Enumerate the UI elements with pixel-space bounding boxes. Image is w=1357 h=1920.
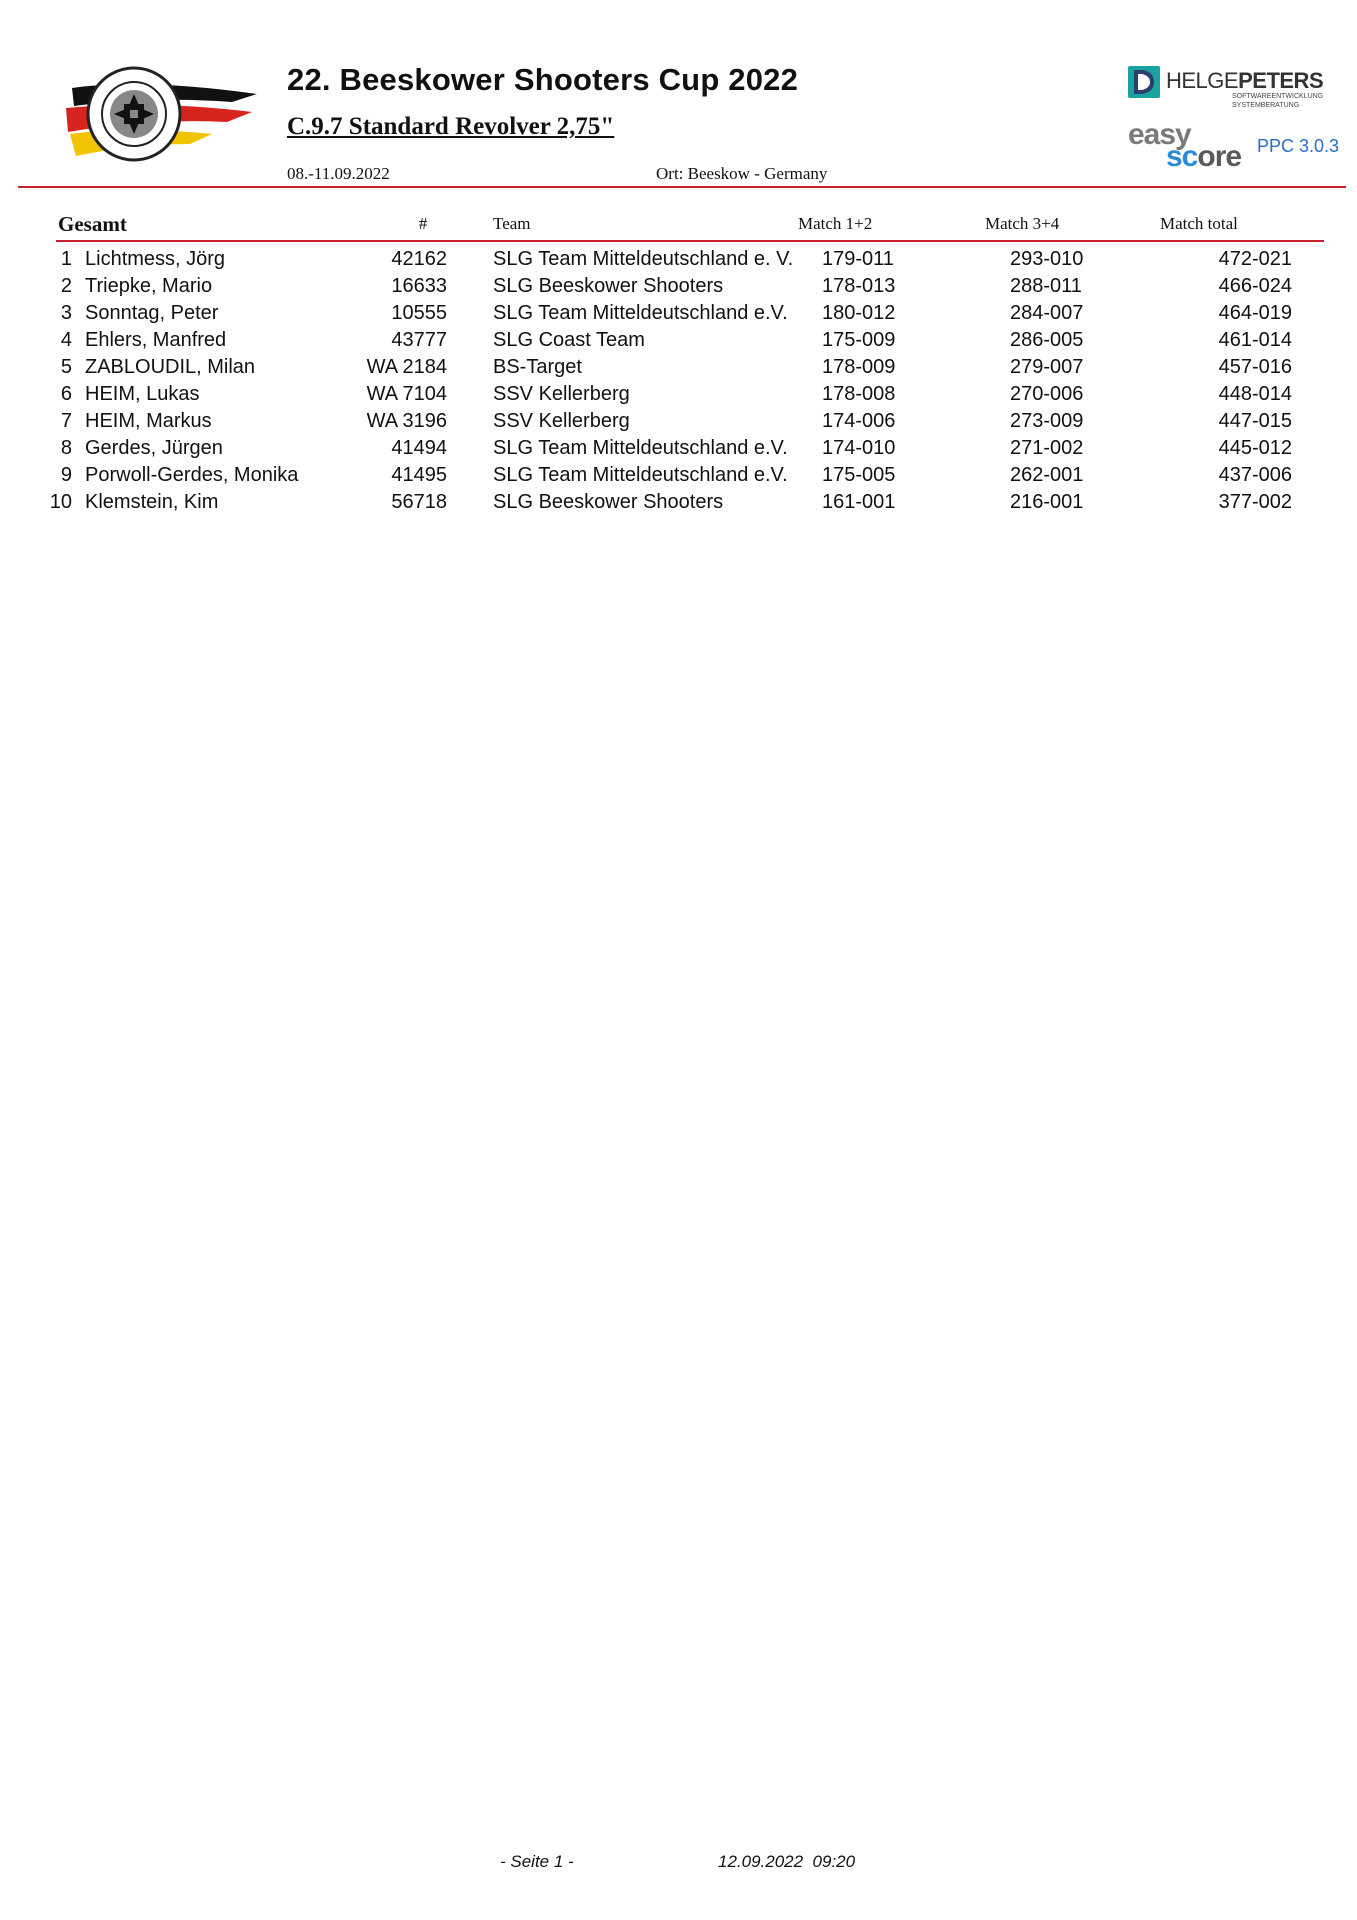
match-3-4-cell: 279-007 bbox=[1010, 356, 1084, 378]
shooter-name-cell: Triepke, Mario bbox=[85, 275, 213, 297]
match-1-2-cell: 174-010 bbox=[822, 437, 896, 459]
match-1-2-cell: 178-008 bbox=[822, 383, 896, 405]
match-3-4-cell: 270-006 bbox=[1010, 383, 1084, 405]
helge-peters-logo-icon bbox=[1128, 66, 1160, 98]
shooter-number-cell: 42162 bbox=[391, 248, 447, 270]
match-total-cell: 447-015 bbox=[1218, 410, 1292, 432]
team-cell: SLG Team Mitteldeutschland e. V. bbox=[493, 248, 794, 270]
federation-seal-logo bbox=[62, 60, 262, 170]
header-divider bbox=[18, 186, 1346, 188]
rank-cell: 8 bbox=[60, 437, 72, 459]
column-header-match-1-2: Match 1+2 bbox=[798, 214, 873, 233]
team-cell: SLG Team Mitteldeutschland e.V. bbox=[493, 437, 788, 459]
shooter-number-cell: 56718 bbox=[391, 491, 447, 513]
page-title: 22. Beeskower Shooters Cup 2022 bbox=[287, 62, 799, 97]
team-cell: SSV Kellerberg bbox=[493, 383, 630, 405]
match-1-2-cell: 179-011 bbox=[822, 248, 894, 270]
page-number: - Seite 1 - bbox=[500, 1852, 574, 1871]
match-1-2-cell: 180-012 bbox=[822, 302, 896, 324]
match-1-2-cell: 178-013 bbox=[822, 275, 896, 297]
match-total-cell: 461-014 bbox=[1218, 329, 1292, 351]
software-version: PPC 3.0.3 bbox=[1257, 136, 1340, 156]
table-row bbox=[0, 275, 1357, 302]
brand-name: HELGEPETERS bbox=[1166, 68, 1324, 93]
match-3-4-cell: 271-002 bbox=[1010, 437, 1084, 459]
match-1-2-cell: 161-001 bbox=[822, 491, 896, 513]
match-total-cell: 445-012 bbox=[1218, 437, 1292, 459]
team-cell: SLG Coast Team bbox=[493, 329, 645, 351]
match-3-4-cell: 273-009 bbox=[1010, 410, 1084, 432]
match-1-2-cell: 178-009 bbox=[822, 356, 896, 378]
rank-cell: 1 bbox=[60, 248, 72, 270]
easyscore-logo-easy: easy bbox=[1128, 118, 1191, 151]
shooter-number-cell: 16633 bbox=[391, 275, 447, 297]
match-3-4-cell: 288-011 bbox=[1010, 275, 1082, 297]
shooter-name-cell: HEIM, Markus bbox=[85, 410, 212, 432]
match-total-cell: 377-002 bbox=[1218, 491, 1292, 513]
column-header-number: # bbox=[418, 214, 428, 233]
brand-block bbox=[1128, 64, 1343, 174]
results-table-header bbox=[56, 214, 1324, 242]
team-cell: SLG Team Mitteldeutschland e.V. bbox=[493, 302, 788, 324]
match-3-4-cell: 284-007 bbox=[1010, 302, 1084, 324]
team-cell: BS-Target bbox=[493, 356, 582, 378]
table-row bbox=[0, 437, 1357, 464]
shooter-name-cell: Lichtmess, Jörg bbox=[85, 248, 226, 270]
match-3-4-cell: 216-001 bbox=[1010, 491, 1084, 513]
rank-cell: 4 bbox=[60, 329, 72, 351]
rank-cell: 6 bbox=[60, 383, 72, 405]
print-timestamp: 12.09.2022 09:20 bbox=[718, 1852, 856, 1871]
match-1-2-cell: 175-005 bbox=[822, 464, 896, 486]
table-row bbox=[0, 302, 1357, 329]
shooter-name-cell: Porwoll-Gerdes, Monika bbox=[85, 464, 299, 486]
team-cell: SLG Beeskower Shooters bbox=[493, 275, 724, 297]
rank-cell: 5 bbox=[60, 356, 72, 378]
rank-cell: 7 bbox=[60, 410, 72, 432]
section-title: Gesamt bbox=[58, 212, 127, 236]
shooter-name-cell: Klemstein, Kim bbox=[85, 491, 219, 513]
event-date: 08.-11.09.2022 bbox=[287, 164, 390, 183]
shooter-number-cell: 41495 bbox=[391, 464, 447, 486]
rank-cell: 2 bbox=[60, 275, 72, 297]
shooter-name-cell: ZABLOUDIL, Milan bbox=[85, 356, 256, 378]
match-3-4-cell: 286-005 bbox=[1010, 329, 1084, 351]
match-total-cell: 472-021 bbox=[1218, 248, 1292, 270]
shooter-number-cell: 41494 bbox=[391, 437, 447, 459]
table-row bbox=[0, 464, 1357, 491]
shooter-number-cell: 10555 bbox=[391, 302, 447, 324]
rank-cell: 3 bbox=[60, 302, 72, 324]
shooter-number-cell: WA 7104 bbox=[366, 383, 447, 405]
table-row bbox=[0, 383, 1357, 410]
discipline-subtitle: C.9.7 Standard Revolver 2,75" bbox=[287, 113, 615, 140]
shooter-name-cell: Ehlers, Manfred bbox=[85, 329, 227, 351]
shooter-name-cell: Gerdes, Jürgen bbox=[85, 437, 223, 459]
match-3-4-cell: 293-010 bbox=[1010, 248, 1084, 270]
shooter-name-cell: Sonntag, Peter bbox=[85, 302, 219, 324]
match-1-2-cell: 174-006 bbox=[822, 410, 896, 432]
table-row bbox=[0, 329, 1357, 356]
team-cell: SLG Beeskower Shooters bbox=[493, 491, 724, 513]
match-1-2-cell: 175-009 bbox=[822, 329, 896, 351]
easyscore-logo-score: score bbox=[1166, 140, 1242, 173]
match-total-cell: 448-014 bbox=[1218, 383, 1292, 405]
shooter-number-cell: WA 3196 bbox=[366, 410, 447, 432]
match-total-cell: 466-024 bbox=[1218, 275, 1292, 297]
rank-cell: 10 bbox=[49, 491, 72, 513]
team-cell: SLG Team Mitteldeutschland e.V. bbox=[493, 464, 788, 486]
match-total-cell: 464-019 bbox=[1218, 302, 1292, 324]
table-row bbox=[0, 356, 1357, 383]
shooter-name-cell: HEIM, Lukas bbox=[85, 383, 200, 405]
column-header-match-3-4: Match 3+4 bbox=[985, 214, 1060, 233]
table-header-divider bbox=[56, 240, 1324, 242]
rank-cell: 9 bbox=[60, 464, 72, 486]
column-header-team: Team bbox=[493, 214, 531, 233]
brand-tagline-2: SYSTEMBERATUNG bbox=[1232, 102, 1300, 109]
table-row bbox=[0, 491, 1357, 518]
match-total-cell: 457-016 bbox=[1218, 356, 1292, 378]
team-cell: SSV Kellerberg bbox=[493, 410, 630, 432]
column-header-match-total: Match total bbox=[1160, 214, 1238, 233]
shooter-number-cell: 43777 bbox=[391, 329, 447, 351]
match-total-cell: 437-006 bbox=[1218, 464, 1292, 486]
table-row bbox=[0, 410, 1357, 437]
shooter-number-cell: WA 2184 bbox=[366, 356, 447, 378]
table-row bbox=[0, 248, 1357, 275]
match-3-4-cell: 262-001 bbox=[1010, 464, 1084, 486]
event-location: Ort: Beeskow - Germany bbox=[656, 164, 828, 183]
brand-tagline-1: SOFTWAREENTWICKLUNG bbox=[1232, 93, 1324, 100]
